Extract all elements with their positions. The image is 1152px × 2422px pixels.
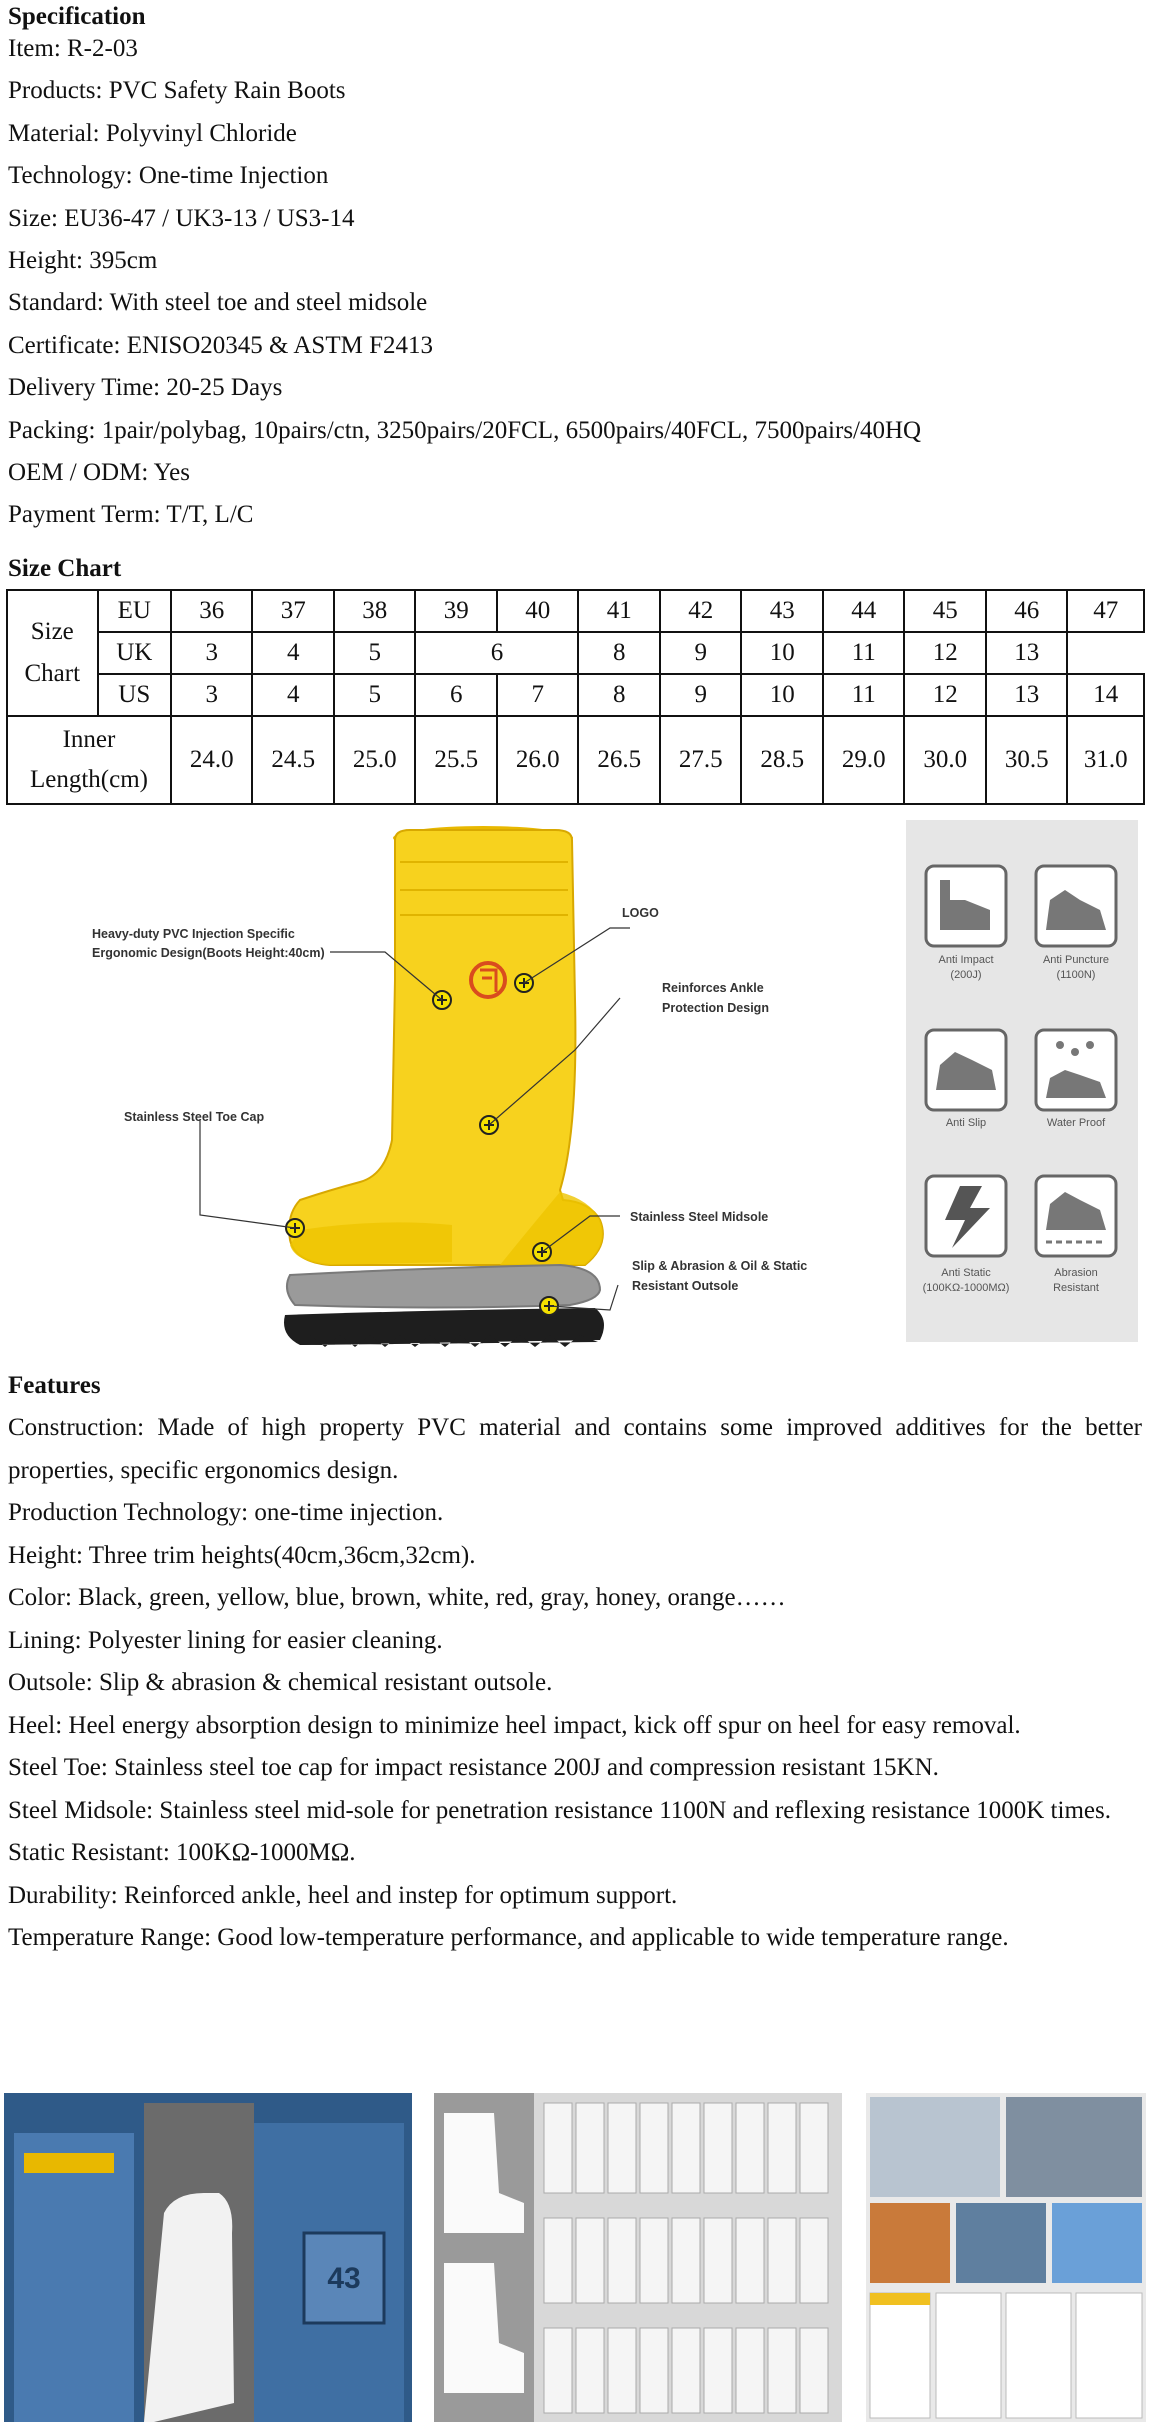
- anti-puncture-label: Anti Puncture: [1042, 954, 1110, 966]
- us-row: [7, 674, 1144, 716]
- factory-mold-photo: [4, 2093, 412, 2422]
- callout-outsole: Slip & Abrasion & Oil & Static: [632, 1259, 808, 1273]
- uk-cell: 6: [415, 632, 578, 674]
- inner-length-cell: 24.5: [252, 716, 334, 804]
- spec-standard: Standard: With steel toe and steel midsole: [8, 289, 428, 317]
- inner-length-cell: 30.0: [904, 716, 986, 804]
- us-cell: 5: [334, 674, 416, 716]
- spec-packing: Packing: 1pair/polybag, 10pairs/ctn, 3250pairs/20FCL, 6500pairs/40FCL, 7500pairs/40HQ: [8, 416, 922, 444]
- mold-number: 43: [327, 2262, 361, 2295]
- inner-length-row: [7, 716, 1144, 804]
- eu-cell: 37: [252, 590, 334, 632]
- size-chart-title: Size Chart: [8, 555, 122, 582]
- callout-toe-cap: Stainless Steel Toe Cap: [124, 1110, 265, 1124]
- features-title: Features: [8, 1372, 101, 1399]
- inner-length-cell: 30.5: [986, 716, 1068, 804]
- feature-heel: Heel: Heel energy absorption design to minimize heel impact, kick off spur on heel for easy removal.: [8, 1711, 1021, 1739]
- us-cell: 8: [578, 674, 660, 716]
- uk-cell: 9: [660, 632, 742, 674]
- anti-puncture-value: (1100N): [1056, 969, 1096, 981]
- eu-cell: 45: [904, 590, 986, 632]
- specification-list: [8, 28, 921, 537]
- inner-length-cell: 26.5: [578, 716, 660, 804]
- features-list: [8, 1407, 1142, 1960]
- uk-cell: 12: [904, 632, 986, 674]
- inner-length-cell: 26.0: [497, 716, 579, 804]
- anti-static-label: Anti Static: [941, 1267, 991, 1279]
- specification-title: Specification: [8, 3, 146, 30]
- spec-height: Height: 395cm: [8, 246, 158, 274]
- anti-impact-label: Anti Impact: [938, 954, 994, 966]
- spec-oem-odm: OEM / ODM: Yes: [8, 458, 190, 486]
- callout-logo: LOGO: [622, 906, 659, 920]
- feature-construction: Construction: Made of high property PVC material and contains some improved additives for the better properties, specific ergonomics design.: [8, 1414, 1142, 1484]
- uk-row: [7, 632, 1144, 674]
- eu-cell: 39: [415, 590, 497, 632]
- boot-diagram: [0, 820, 1152, 1350]
- feature-color: Color: Black, green, yellow, blue, brown, white, red, gray, honey, orange……: [8, 1584, 786, 1611]
- lab-and-certificates-photo: [866, 2093, 1146, 2422]
- white-boots-photo: [434, 2093, 842, 2422]
- outsole-image: [284, 1308, 604, 1345]
- eu-cell: 40: [497, 590, 579, 632]
- feature-outsole: Outsole: Slip & abrasion & chemical resistant outsole.: [8, 1669, 553, 1696]
- uk-label: UK: [98, 632, 171, 674]
- eu-label: EU: [98, 590, 171, 632]
- uk-cell: 4: [252, 632, 334, 674]
- inner-length-cell: 31.0: [1067, 716, 1144, 804]
- us-cell: 10: [741, 674, 823, 716]
- feature-temperature-range: Temperature Range: Good low-temperature performance, and applicable to wide temperature range.: [8, 1924, 1009, 1951]
- feature-static-resistant: Static Resistant: 100KΩ-1000MΩ.: [8, 1839, 356, 1866]
- eu-cell: 44: [823, 590, 905, 632]
- inner-length-label: Inner Length(cm): [7, 716, 171, 804]
- eu-cell: 46: [986, 590, 1068, 632]
- spec-delivery-time: Delivery Time: 20-25 Days: [8, 374, 283, 402]
- callout-heavy-duty: Heavy-duty PVC Injection Specific: [92, 927, 295, 941]
- inner-length-cell: 24.0: [171, 716, 253, 804]
- feature-steel-midsole: Steel Midsole: Stainless steel mid-sole for penetration resistance 1100N and reflexing resistance 1000K times.: [8, 1796, 1111, 1824]
- feature-height: Height: Three trim heights(40cm,36cm,32cm).: [8, 1541, 476, 1569]
- us-cell: 6: [415, 674, 497, 716]
- spec-item: Item: R-2-03: [8, 35, 138, 62]
- size-chart-table: [6, 589, 1145, 805]
- abrasion-label-line2: Resistant: [1053, 1282, 1099, 1294]
- anti-static-icon: [926, 1176, 1006, 1256]
- us-cell: 14: [1067, 674, 1144, 716]
- feature-durability: Durability: Reinforced ankle, heel and instep for optimum support.: [8, 1881, 678, 1909]
- uk-cell: 5: [334, 632, 416, 674]
- us-cell: 11: [823, 674, 905, 716]
- anti-impact-value: (200J): [950, 969, 982, 981]
- callout-midsole: Stainless Steel Midsole: [630, 1210, 769, 1224]
- abrasion-resistant-icon: [1036, 1176, 1116, 1256]
- inner-length-cell: 25.5: [415, 716, 497, 804]
- inner-length-cell: 27.5: [660, 716, 742, 804]
- eu-row: [7, 590, 1144, 632]
- uk-cell: 8: [578, 632, 660, 674]
- us-cell: 12: [904, 674, 986, 716]
- us-label: US: [98, 674, 171, 716]
- callout-heavy-duty-line2: Ergonomic Design(Boots Height:40cm): [92, 946, 325, 960]
- feature-production-technology: Production Technology: one-time injection.: [8, 1499, 444, 1526]
- spec-size: Size: EU36-47 / UK3-13 / US3-14: [8, 204, 355, 232]
- anti-puncture-icon: [1036, 866, 1116, 946]
- eu-cell: 36: [171, 590, 253, 632]
- anti-static-value: (100KΩ-1000MΩ): [922, 1282, 1010, 1294]
- eu-cell: 38: [334, 590, 416, 632]
- size-group-label: Size Chart: [7, 590, 98, 716]
- callout-ankle-line2: Protection Design: [662, 1001, 769, 1015]
- spec-technology: Technology: One-time Injection: [8, 162, 329, 190]
- eu-cell: 43: [741, 590, 823, 632]
- us-cell: 9: [660, 674, 742, 716]
- us-cell: 7: [497, 674, 579, 716]
- water-proof-icon: [1036, 1030, 1116, 1110]
- abrasion-label: Abrasion: [1054, 1267, 1098, 1279]
- spec-material: Material: Polyvinyl Chloride: [8, 119, 297, 147]
- uk-cell: 11: [823, 632, 905, 674]
- uk-cell: 10: [741, 632, 823, 674]
- callout-outsole-line2: Resistant Outsole: [632, 1279, 739, 1293]
- eu-cell: 47: [1067, 590, 1144, 632]
- us-cell: 13: [986, 674, 1068, 716]
- us-cell: 4: [252, 674, 334, 716]
- spec-product: Products: PVC Safety Rain Boots: [8, 77, 346, 105]
- spec-payment-term: Payment Term: T/T, L/C: [8, 501, 254, 529]
- uk-cell: 13: [986, 632, 1068, 674]
- yellow-boot-image: [289, 826, 603, 1265]
- anti-slip-label: Anti Slip: [945, 1117, 987, 1129]
- inner-length-cell: 25.0: [334, 716, 416, 804]
- anti-slip-icon: [926, 1030, 1006, 1110]
- spec-certificate: Certificate: ENISO20345 & ASTM F2413: [8, 331, 433, 359]
- anti-impact-icon: [926, 866, 1006, 946]
- eu-cell: 42: [660, 590, 742, 632]
- feature-lining: Lining: Polyester lining for easier cleaning.: [8, 1626, 443, 1654]
- us-cell: 3: [171, 674, 253, 716]
- uk-cell: 3: [171, 632, 253, 674]
- inner-length-cell: 28.5: [741, 716, 823, 804]
- water-proof-label: Water Proof: [1046, 1117, 1106, 1129]
- callout-ankle: Reinforces Ankle: [662, 981, 764, 995]
- feature-steel-toe: Steel Toe: Stainless steel toe cap for impact resistance 200J and compression resistant 15KN.: [8, 1754, 939, 1781]
- eu-cell: 41: [578, 590, 660, 632]
- inner-length-cell: 29.0: [823, 716, 905, 804]
